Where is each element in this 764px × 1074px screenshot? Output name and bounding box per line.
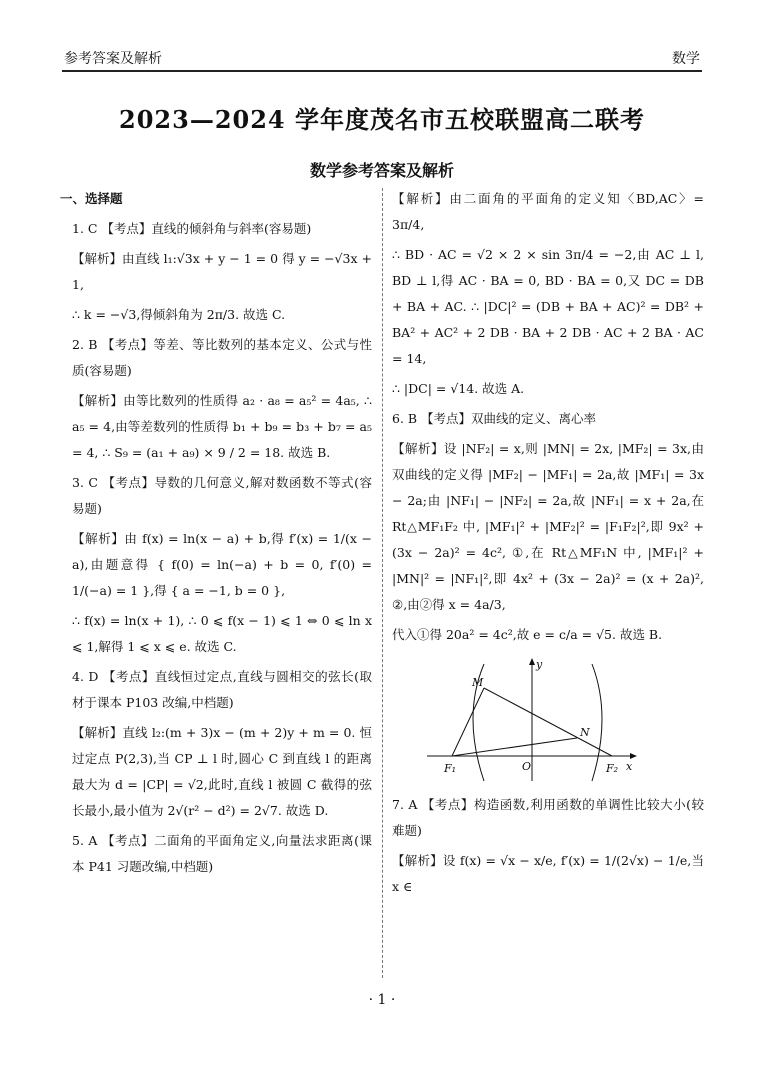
q1-conclusion: ∴ k = −√3,得倾斜角为 2π/3. 故选 C.: [72, 307, 286, 322]
y-arrow: [529, 658, 535, 665]
q7-topic: 7. A 【考点】构造函数,利用函数的单调性比较大小(较难题): [392, 797, 704, 838]
q6-topic: 6. B 【考点】双曲线的定义、离心率: [392, 411, 597, 426]
point-o: O: [522, 760, 532, 773]
q6-conclusion: 代入①得 20a² = 4c²,故 e = c/a = √5. 故选 B.: [392, 627, 663, 642]
y-label: y: [536, 658, 543, 671]
x-arrow: [630, 753, 637, 759]
segment-f1-n: [452, 738, 577, 756]
header-right: 数学: [672, 51, 700, 67]
q3-conclusion: ∴ f(x) = ln(x + 1), ∴ 0 ⩽ f(x − 1) ⩽ 1 ⇔ 0 ⩽ ln x ⩽ 1,解得 1 ⩽ x ⩽ e. 故选 C.: [72, 613, 372, 654]
point-n: N: [580, 726, 590, 739]
q4-topic: 4. D 【考点】直线恒过定点,直线与圆相交的弦长(取材于课本 P103 改编,中档题): [72, 669, 372, 710]
page-subtitle: 数学参考答案及解析: [309, 161, 454, 180]
q5-derivation: ∴ BD · AC = √2 × 2 × sin 3π/4 = −2,由 AC ⊥ l, BD ⊥ l,得 AC · BA = 0, BD · BA = 0,又 DC = DB + BA + AC. ∴ |DC|² = (DB + BA + AC)² = DB² + BA² + AC² + 2 DB · BA + 2 DB · AC + 2 BA · AC = 14,: [392, 247, 704, 366]
segment-f1-m: [452, 688, 484, 756]
segment-m-f2: [484, 688, 612, 756]
hyperbola-figure: [422, 656, 642, 786]
q2-solution: 【解析】由等比数列的性质得 a₂ · a₈ = a₅² = 4a₅, ∴ a₅ = 4,由等差数列的性质得 b₁ + b₉ = b₃ + b₇ = a₅ = 4, ∴ S₉ = (a₁ + a₉) × 9 / 2 = 18. 故选 B.: [72, 393, 372, 460]
right-branch: [592, 664, 602, 781]
q7-solution: 【解析】设 f(x) = √x − x/e, f′(x) = 1/(2√x) − 1/e,当 x ∈: [392, 853, 704, 894]
point-m: M: [472, 676, 484, 689]
q4-solution: 【解析】直线 l₂:(m + 3)x − (m + 2)y + m = 0. 恒过定点 P(2,3),当 CP ⊥ l 时,圆心 C 到直线 l 的距离最大为 d = |CP| = √2,此时,直线 l 被圆 C 截得的弦长最小,最小值为 2√(r² − d²) = 2√7. 故选 D.: [72, 725, 372, 818]
q3-solution: 【解析】由 f(x) = ln(x − a) + b,得 f′(x) = 1/(x − a),由题意得 { f(0) = ln(−a) + b = 0, f′(0) = 1/(−a) = 1 },得 { a = −1, b = 0 },: [72, 531, 372, 598]
q5-solution: 【解析】由二面角的平面角的定义知〈BD,AC〉= 3π/4,: [392, 191, 704, 232]
right-column: [392, 186, 704, 904]
x-label: x: [626, 760, 633, 773]
q3-topic: 3. C 【考点】导数的几何意义,解对数函数不等式(容易题): [72, 475, 372, 516]
point-f1: F₁: [444, 762, 457, 775]
q1-solution: 【解析】由直线 l₁:√3x + y − 1 = 0 得 y = −√3x + 1,: [72, 251, 372, 292]
page-number: · 1 ·: [368, 992, 396, 1008]
point-f2: F₂: [606, 762, 619, 775]
header-left: 参考答案及解析: [64, 51, 162, 67]
column-divider: [382, 188, 383, 978]
q1-topic: 1. C 【考点】直线的倾斜角与斜率(容易题): [72, 221, 312, 236]
q2-topic: 2. B 【考点】等差、等比数列的基本定义、公式与性质(容易题): [72, 337, 372, 378]
section-heading: 一、选择题: [60, 191, 123, 206]
header-rule: [62, 70, 702, 72]
q5-topic: 5. A 【考点】二面角的平面角定义,向量法求距离(课本 P41 习题改编,中档题): [72, 833, 372, 874]
page-title: 2023—2024 学年度茂名市五校联盟高二联考: [119, 105, 645, 134]
q5-conclusion: ∴ |DC| = √14. 故选 A.: [392, 381, 525, 396]
left-column: [60, 186, 372, 884]
q6-solution: 【解析】设 |NF₂| = x,则 |MN| = 2x, |MF₂| = 3x,由双曲线的定义得 |MF₂| − |MF₁| = 2a,故 |MF₁| = 3x − 2a;由 |NF₁| − |NF₂| = 2a,故 |NF₁| = x + 2a,在 Rt△MF₁F₂ 中, |MF₁|² + |MF₂|² = |F₁F₂|²,即 9x² + (3x − 2a)² = 4c², ①,在 Rt△MF₁N 中, |MF₁|² + |MN|² = |NF₁|²,即 4x² + (3x − 2a)² = (x + 2a)², ②,由②得 x = 4a/3,: [392, 441, 704, 612]
